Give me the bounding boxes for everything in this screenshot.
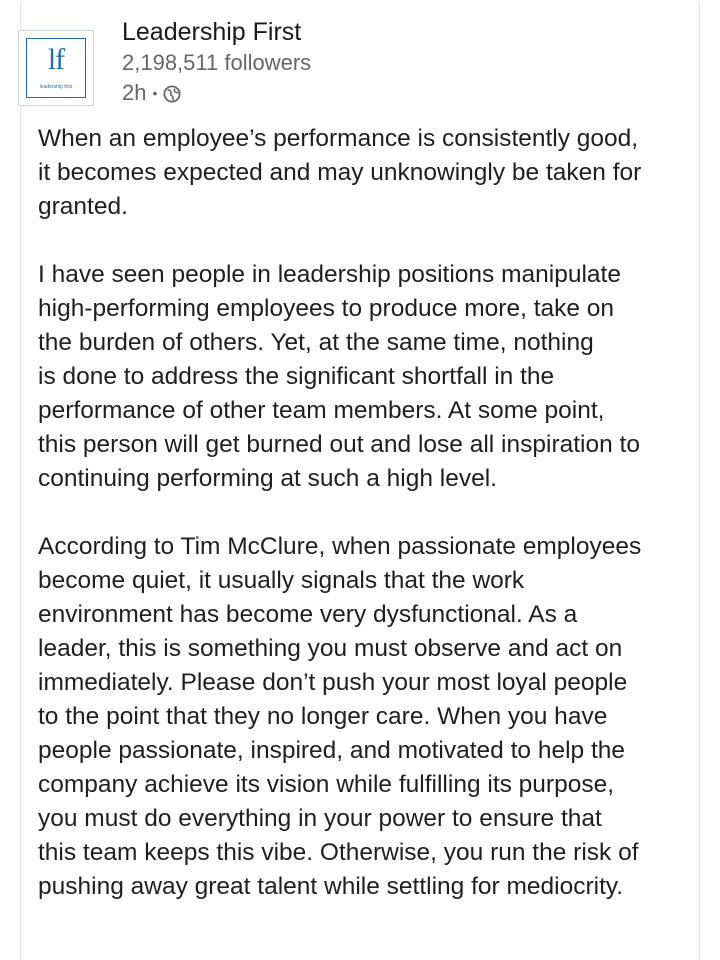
text-line: become quiet, it usually signals that the work <box>38 567 525 594</box>
author-logo[interactable] <box>18 30 94 106</box>
text-line: the burden of others. Yet, at the same time, nothing <box>38 329 594 356</box>
logo-mark: lf <box>47 43 65 76</box>
follower-count: 2,198,511 followers <box>122 50 312 75</box>
text-line: leader, this is something you must observe and act on <box>38 635 623 662</box>
text-line: is done to address the significant shortfall in the <box>38 363 555 390</box>
text-line: this person will get burned out and lose all inspiration to <box>38 431 640 458</box>
text-line: I have seen people in leadership positions manipulate <box>38 261 621 288</box>
text-line: people passionate, inspired, and motivated to help the <box>38 737 626 764</box>
text-line: it becomes expected and may unknowingly be taken for <box>38 159 642 186</box>
text-line: high-performing employees to produce more, take on <box>38 295 615 322</box>
author-meta <box>122 16 311 108</box>
text-line: According to Tim McClure, when passionate employees <box>38 533 642 560</box>
separator-dot: • <box>152 85 158 101</box>
text-line: this team keeps this vibe. Otherwise, you run the risk of <box>38 839 639 866</box>
text-line: continuing performing at such a high level. <box>38 465 497 492</box>
globe-icon <box>163 85 181 103</box>
text-line: performance of other team members. At some point, <box>38 397 605 424</box>
text-line: environment has become very dysfunctional. As a <box>38 601 578 628</box>
text-line: granted. <box>38 193 128 220</box>
post-header <box>18 16 658 106</box>
text-line: you must do everything in your power to ensure that <box>38 805 602 832</box>
text-line: immediately. Please don’t push your most loyal people <box>38 669 628 696</box>
logo-frame <box>26 38 86 98</box>
text-line: company achieve its vision while fulfilling its purpose, <box>38 771 615 798</box>
logo-subtext: leadership first <box>39 84 73 90</box>
post-time-row <box>122 78 311 108</box>
post-time: 2h <box>122 80 147 105</box>
post-paragraph <box>38 530 698 904</box>
text-line: When an employee’s performance is consistently good, <box>38 125 639 152</box>
author-name[interactable]: Leadership First <box>122 18 302 46</box>
post-paragraph <box>38 122 698 224</box>
text-line: to the point that they no longer care. When you have <box>38 703 608 730</box>
post-body <box>38 122 698 938</box>
post-paragraph <box>38 258 698 496</box>
text-line: pushing away great talent while settling for mediocrity. <box>38 873 624 900</box>
